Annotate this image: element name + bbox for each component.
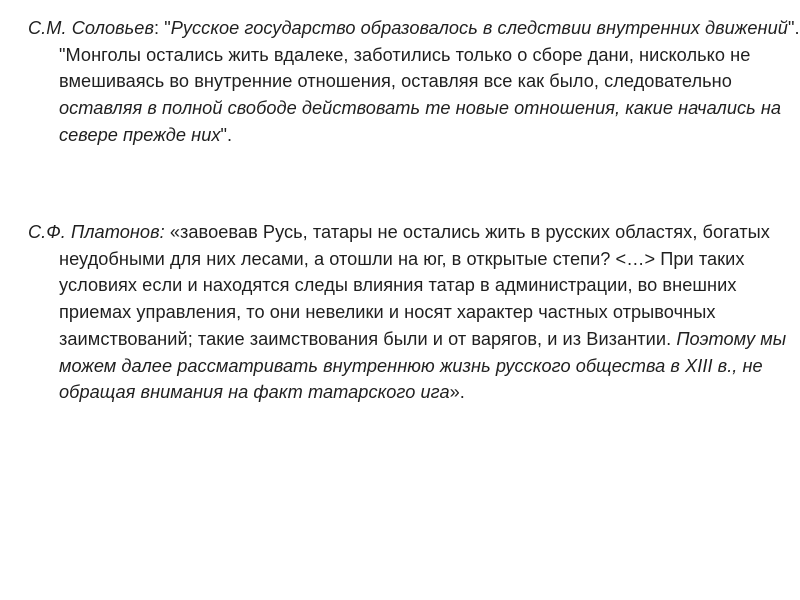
quote-text: ». (449, 382, 465, 403)
soloviev-quote (28, 15, 800, 149)
quote-text: ". "Монголы остались жить вдалеке, заботились только о сборе дани, нисколько не вмешиваясь во внутренние отношения, оставляя все как было, следовательно (59, 18, 800, 92)
quote-text: : " (153, 18, 171, 38)
quote-text: «завоевав Русь, татары не остались жить в русских областях, богатых неудобными для них лесами, а отошли на юг, в открытые степи? <…> При таких условиях если и находятся следы влияния татар в администрации, во внешних приемах управления, то они невелики и носят характер частных отрывочных заимствований; такие заимствования были и от варягов, и из Византии. (59, 222, 770, 349)
quote-text-italic: Русское государство образовалось в следствии внутренних движений (170, 18, 788, 38)
author-name-soloviev: С.М. Соловьев (28, 18, 154, 38)
quote-text-italic: оставляя в полной свободе действовать те новые отношения, какие начались на севере прежде них (59, 98, 782, 145)
quote-text-italic: Поэтому мы можем далее рассматривать внутреннюю жизнь русского общества в XIII в., не обращая внимания на факт татарского ига (59, 328, 787, 403)
platonov-quote (28, 219, 800, 406)
quote-text: ". (220, 124, 233, 145)
author-name-platonov: С.Ф. Платонов: (28, 222, 165, 242)
